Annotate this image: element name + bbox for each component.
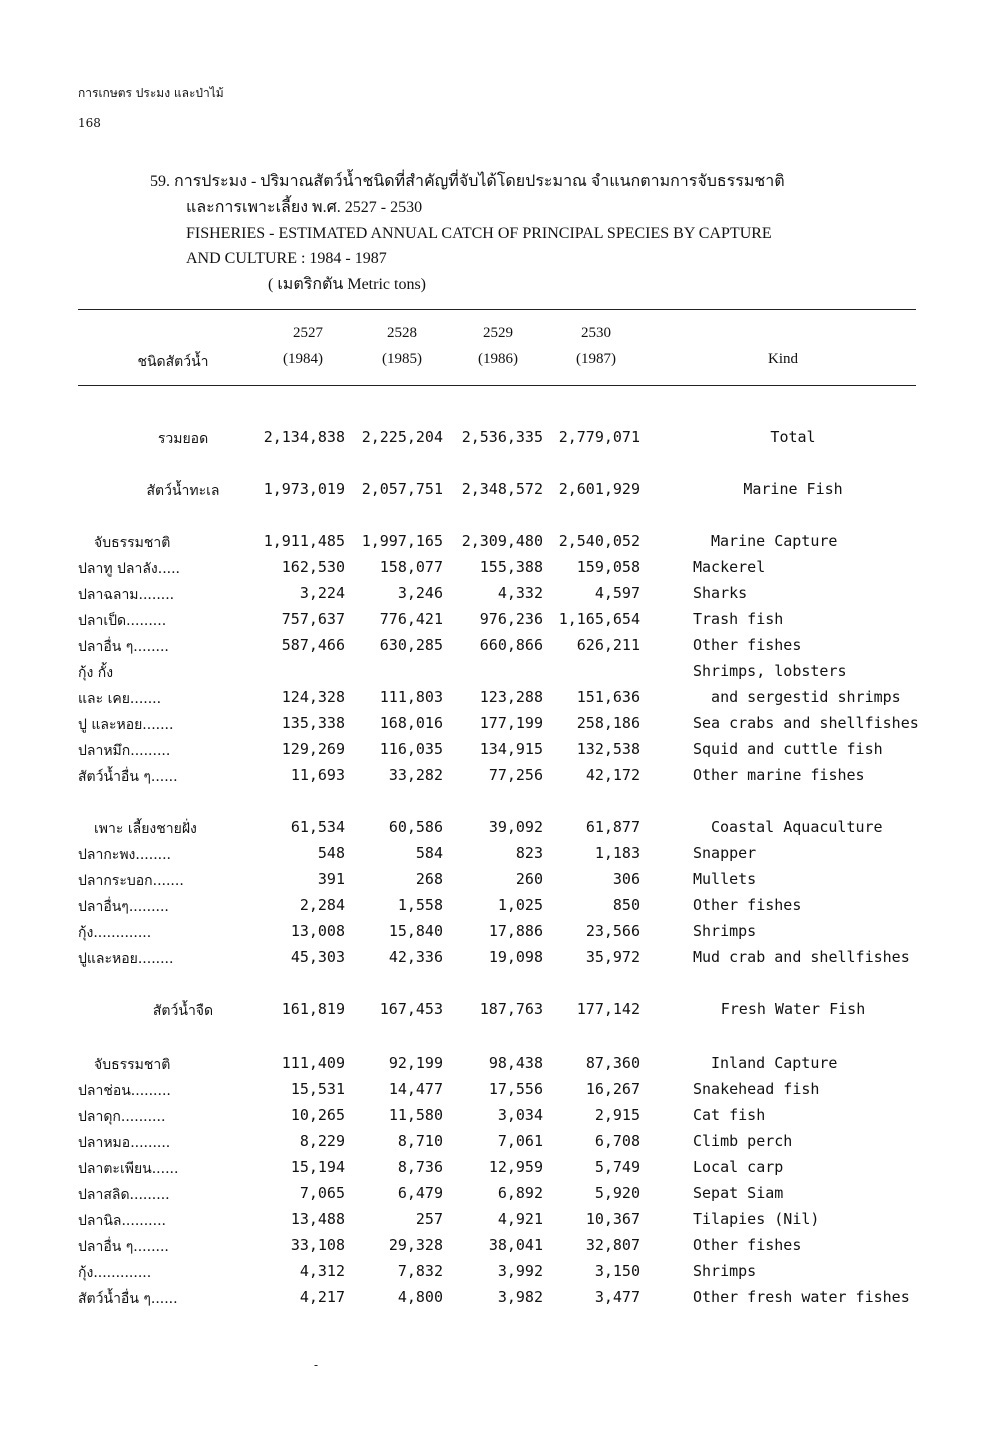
row-kind-en: Shrimps bbox=[693, 1262, 757, 1280]
row-kind-th: ปลาอื่น ๆ........ bbox=[78, 1239, 169, 1255]
row-kind-th: จับธรรมชาติ bbox=[94, 535, 171, 551]
row-value-3: 2,348,572 bbox=[461, 480, 543, 498]
row-value-4: 10,367 bbox=[585, 1210, 640, 1228]
table-row bbox=[0, 896, 990, 922]
row-kind-en: Sharks bbox=[693, 584, 748, 602]
row-kind-en: Sepat Siam bbox=[693, 1184, 784, 1202]
footer-mark: - bbox=[314, 1358, 319, 1372]
table-row bbox=[0, 480, 990, 506]
row-value-3: 134,915 bbox=[479, 740, 543, 758]
row-kind-th: รวมยอด bbox=[157, 431, 209, 447]
table-top-rule bbox=[78, 309, 916, 310]
row-value-2: 14,477 bbox=[388, 1080, 443, 1098]
row-value-1: 13,488 bbox=[290, 1210, 345, 1228]
table-unit: ( เมตริกตัน Metric tons) bbox=[268, 276, 426, 293]
table-header-rule bbox=[78, 385, 916, 386]
table-row bbox=[0, 428, 990, 454]
table-row bbox=[0, 844, 990, 870]
row-kind-th: ปลาอื่นๆ......... bbox=[78, 899, 169, 915]
table-row bbox=[0, 584, 990, 610]
row-value-3: 660,866 bbox=[479, 636, 543, 654]
row-value-2: 60,586 bbox=[388, 818, 443, 836]
row-value-1: 10,265 bbox=[290, 1106, 345, 1124]
row-value-4: 35,972 bbox=[585, 948, 640, 966]
row-value-1: 11,693 bbox=[290, 766, 345, 784]
row-kind-th: ปลากระบอก....... bbox=[78, 873, 184, 889]
row-value-1: 1,973,019 bbox=[263, 480, 345, 498]
row-kind-th: กุ้ง กั้ง bbox=[78, 665, 114, 681]
row-value-4: 3,477 bbox=[594, 1288, 640, 1306]
col-year-be-1: 2527 bbox=[293, 325, 323, 341]
row-value-4: 132,538 bbox=[576, 740, 640, 758]
row-value-3: 1,025 bbox=[497, 896, 543, 914]
row-kind-en: Climb perch bbox=[693, 1132, 793, 1150]
running-head: การเกษตร ประมง และป่าไม้ bbox=[78, 86, 224, 100]
row-kind-en: Shrimps, lobsters bbox=[693, 662, 847, 680]
table-title-en-line2: AND CULTURE : 1984 - 1987 bbox=[186, 250, 387, 267]
row-value-2: 776,421 bbox=[379, 610, 443, 628]
row-kind-en: Mackerel bbox=[693, 558, 766, 576]
row-value-2: 111,803 bbox=[379, 688, 443, 706]
col-kind-en: Kind bbox=[768, 351, 798, 367]
row-value-4: 1,183 bbox=[594, 844, 640, 862]
row-value-2: 2,225,204 bbox=[361, 428, 443, 446]
table-row bbox=[0, 688, 990, 714]
row-kind-en: Mullets bbox=[693, 870, 757, 888]
row-kind-th: สัตว์น้ำจืด bbox=[152, 1003, 214, 1019]
row-value-1: 4,217 bbox=[299, 1288, 345, 1306]
row-value-2: 1,558 bbox=[397, 896, 443, 914]
table-row bbox=[0, 610, 990, 636]
row-value-4: 3,150 bbox=[594, 1262, 640, 1280]
row-kind-th: สัตว์น้ำอื่น ๆ...... bbox=[78, 769, 178, 785]
row-value-2: 257 bbox=[415, 1210, 443, 1228]
row-kind-en: Other fishes bbox=[693, 636, 802, 654]
row-value-1: 4,312 bbox=[299, 1262, 345, 1280]
row-kind-en: Trash fish bbox=[693, 610, 784, 628]
table-row bbox=[0, 1262, 990, 1288]
row-value-4: 2,540,052 bbox=[558, 532, 640, 550]
table-row bbox=[0, 766, 990, 792]
row-value-3: 7,061 bbox=[497, 1132, 543, 1150]
row-value-4: 258,186 bbox=[576, 714, 640, 732]
row-value-1: 129,269 bbox=[281, 740, 345, 758]
row-kind-th: กุ้ง............. bbox=[78, 925, 152, 941]
row-value-4: 87,360 bbox=[585, 1054, 640, 1072]
row-kind-th: กุ้ง............. bbox=[78, 1265, 152, 1281]
row-value-4: 2,779,071 bbox=[558, 428, 640, 446]
col-year-be-2: 2528 bbox=[387, 325, 417, 341]
row-kind-en: Inland Capture bbox=[711, 1054, 838, 1072]
row-kind-th: ปลาทู ปลาลัง..... bbox=[78, 561, 180, 577]
row-value-3: 12,959 bbox=[488, 1158, 543, 1176]
row-value-4: 32,807 bbox=[585, 1236, 640, 1254]
row-value-2: 42,336 bbox=[388, 948, 443, 966]
row-kind-en: Coastal Aquaculture bbox=[711, 818, 883, 836]
row-value-3: 17,556 bbox=[488, 1080, 543, 1098]
row-value-1: 13,008 bbox=[290, 922, 345, 940]
row-value-3: 976,236 bbox=[479, 610, 543, 628]
row-value-3: 4,332 bbox=[497, 584, 543, 602]
row-value-3: 187,763 bbox=[479, 1000, 543, 1018]
table-row bbox=[0, 1106, 990, 1132]
row-value-1: 1,911,485 bbox=[263, 532, 345, 550]
row-value-3: 177,199 bbox=[479, 714, 543, 732]
row-value-2: 11,580 bbox=[388, 1106, 443, 1124]
row-value-4: 2,601,929 bbox=[558, 480, 640, 498]
row-value-2: 33,282 bbox=[388, 766, 443, 784]
row-value-1: 548 bbox=[317, 844, 345, 862]
table-row bbox=[0, 922, 990, 948]
row-value-4: 16,267 bbox=[585, 1080, 640, 1098]
row-value-1: 2,134,838 bbox=[263, 428, 345, 446]
table-row bbox=[0, 818, 990, 844]
row-value-2: 8,736 bbox=[397, 1158, 443, 1176]
row-kind-en: Tilapies (Nil) bbox=[693, 1210, 820, 1228]
row-value-2: 116,035 bbox=[379, 740, 443, 758]
row-kind-th: ปลากะพง........ bbox=[78, 847, 171, 863]
row-value-3: 3,982 bbox=[497, 1288, 543, 1306]
table-title-th-line2: และการเพาะเลี้ยง พ.ศ. 2527 - 2530 bbox=[186, 199, 423, 216]
table-row bbox=[0, 870, 990, 896]
row-kind-en: Other marine fishes bbox=[693, 766, 865, 784]
row-kind-th: สัตว์น้ำอื่น ๆ...... bbox=[78, 1291, 178, 1307]
table-row bbox=[0, 714, 990, 740]
row-kind-en: Marine Fish bbox=[743, 480, 843, 498]
row-value-4: 159,058 bbox=[576, 558, 640, 576]
row-value-3: 155,388 bbox=[479, 558, 543, 576]
row-kind-en: Sea crabs and shellfishes bbox=[693, 714, 919, 732]
table-row bbox=[0, 1288, 990, 1314]
row-value-4: 850 bbox=[612, 896, 640, 914]
row-value-3: 6,892 bbox=[497, 1184, 543, 1202]
row-value-1: 161,819 bbox=[281, 1000, 345, 1018]
table-row bbox=[0, 1184, 990, 1210]
row-value-4: 177,142 bbox=[576, 1000, 640, 1018]
row-kind-en: Shrimps bbox=[693, 922, 757, 940]
row-value-1: 33,108 bbox=[290, 1236, 345, 1254]
table-row bbox=[0, 1054, 990, 1080]
row-value-2: 584 bbox=[415, 844, 443, 862]
table-title-en-line1: FISHERIES - ESTIMATED ANNUAL CATCH OF PRINCIPAL SPECIES BY CAPTURE bbox=[186, 225, 772, 242]
col-year-ce-1: (1984) bbox=[283, 351, 323, 367]
row-value-4: 306 bbox=[612, 870, 640, 888]
row-value-2: 268 bbox=[415, 870, 443, 888]
row-value-3: 17,886 bbox=[488, 922, 543, 940]
row-value-2: 2,057,751 bbox=[361, 480, 443, 498]
row-value-4: 23,566 bbox=[585, 922, 640, 940]
row-value-3: 3,992 bbox=[497, 1262, 543, 1280]
row-kind-en: Local carp bbox=[693, 1158, 784, 1176]
col-year-ce-2: (1985) bbox=[382, 351, 422, 367]
row-kind-en: Cat fish bbox=[693, 1106, 766, 1124]
row-value-4: 626,211 bbox=[576, 636, 640, 654]
table-row bbox=[0, 1080, 990, 1106]
row-value-2: 167,453 bbox=[379, 1000, 443, 1018]
table-title-th-line1: 59. การประมง - ปริมาณสัตว์น้ำชนิดที่สำคัญที่จับได้โดยประมาณ จำแนกตามการจับธรรมชาติ bbox=[150, 173, 785, 190]
row-value-3: 3,034 bbox=[497, 1106, 543, 1124]
row-value-1: 2,284 bbox=[299, 896, 345, 914]
row-value-3: 4,921 bbox=[497, 1210, 543, 1228]
row-value-1: 15,194 bbox=[290, 1158, 345, 1176]
row-value-3: 123,288 bbox=[479, 688, 543, 706]
row-value-3: 77,256 bbox=[488, 766, 543, 784]
row-value-4: 5,749 bbox=[594, 1158, 640, 1176]
table-row bbox=[0, 740, 990, 766]
row-value-4: 4,597 bbox=[594, 584, 640, 602]
row-value-2: 92,199 bbox=[388, 1054, 443, 1072]
table-row bbox=[0, 1158, 990, 1184]
row-kind-en: Other fishes bbox=[693, 1236, 802, 1254]
row-value-1: 124,328 bbox=[281, 688, 345, 706]
row-value-1: 61,534 bbox=[290, 818, 345, 836]
row-value-2: 630,285 bbox=[379, 636, 443, 654]
row-kind-en: Snapper bbox=[693, 844, 757, 862]
row-value-1: 135,338 bbox=[281, 714, 345, 732]
page-number: 168 bbox=[78, 116, 101, 130]
row-kind-th: ปลานิล.......... bbox=[78, 1213, 166, 1229]
row-value-2: 15,840 bbox=[388, 922, 443, 940]
row-value-2: 158,077 bbox=[379, 558, 443, 576]
row-kind-th: จับธรรมชาติ bbox=[94, 1057, 171, 1073]
row-value-1: 45,303 bbox=[290, 948, 345, 966]
col-year-be-3: 2529 bbox=[483, 325, 513, 341]
row-kind-th: และ เคย....... bbox=[78, 691, 162, 707]
row-value-1: 8,229 bbox=[299, 1132, 345, 1150]
row-value-2: 168,016 bbox=[379, 714, 443, 732]
row-value-2: 7,832 bbox=[397, 1262, 443, 1280]
row-value-4: 42,172 bbox=[585, 766, 640, 784]
row-kind-th: ปลาเป็ด......... bbox=[78, 613, 167, 629]
row-value-3: 98,438 bbox=[488, 1054, 543, 1072]
row-value-3: 2,309,480 bbox=[461, 532, 543, 550]
row-kind-en: Fresh Water Fish bbox=[720, 1000, 866, 1018]
row-value-3: 38,041 bbox=[488, 1236, 543, 1254]
table-row bbox=[0, 558, 990, 584]
row-kind-th: ปูและหอย........ bbox=[78, 951, 174, 967]
row-value-4: 151,636 bbox=[576, 688, 640, 706]
row-value-4: 61,877 bbox=[585, 818, 640, 836]
row-kind-th: ปลาหมึก......... bbox=[78, 743, 171, 759]
table-row bbox=[0, 1000, 990, 1026]
row-kind-th: ปลาหมอ......... bbox=[78, 1135, 171, 1151]
row-kind-en: Mud crab and shellfishes bbox=[693, 948, 910, 966]
row-value-2: 6,479 bbox=[397, 1184, 443, 1202]
row-value-4: 1,165,654 bbox=[558, 610, 640, 628]
row-kind-th: ปลาฉลาม........ bbox=[78, 587, 175, 603]
table-row bbox=[0, 532, 990, 558]
row-kind-en: Snakehead fish bbox=[693, 1080, 820, 1098]
table-row bbox=[0, 1210, 990, 1236]
row-kind-en: Marine Capture bbox=[711, 532, 838, 550]
row-value-1: 3,224 bbox=[299, 584, 345, 602]
table-row bbox=[0, 948, 990, 974]
row-kind-en: Other fresh water fishes bbox=[693, 1288, 910, 1306]
row-kind-en: Other fishes bbox=[693, 896, 802, 914]
row-kind-th: ปลาดุก.......... bbox=[78, 1109, 166, 1125]
row-kind-th: สัตว์น้ำทะเล bbox=[146, 483, 220, 499]
col-year-ce-3: (1986) bbox=[478, 351, 518, 367]
row-kind-en: Total bbox=[770, 428, 816, 446]
col-kind-th: ชนิดสัตว์น้ำ bbox=[137, 354, 209, 370]
row-kind-th: ปลาอื่น ๆ........ bbox=[78, 639, 169, 655]
row-value-4: 5,920 bbox=[594, 1184, 640, 1202]
row-value-3: 39,092 bbox=[488, 818, 543, 836]
row-value-1: 757,637 bbox=[281, 610, 345, 628]
row-value-3: 823 bbox=[515, 844, 543, 862]
table-row bbox=[0, 1236, 990, 1262]
row-value-4: 2,915 bbox=[594, 1106, 640, 1124]
row-kind-en: Squid and cuttle fish bbox=[693, 740, 883, 758]
row-kind-en: and sergestid shrimps bbox=[693, 688, 901, 706]
row-kind-th: ปลาสลิด......... bbox=[78, 1187, 170, 1203]
row-value-2: 8,710 bbox=[397, 1132, 443, 1150]
row-value-2: 29,328 bbox=[388, 1236, 443, 1254]
row-kind-th: เพาะ เลี้ยงชายฝั่ง bbox=[94, 821, 197, 837]
row-value-2: 3,246 bbox=[397, 584, 443, 602]
row-value-1: 162,530 bbox=[281, 558, 345, 576]
table-row bbox=[0, 1132, 990, 1158]
row-kind-th: ปู และหอย....... bbox=[78, 717, 174, 733]
row-value-3: 260 bbox=[515, 870, 543, 888]
col-year-be-4: 2530 bbox=[581, 325, 611, 341]
row-kind-th: ปลาช่อน......... bbox=[78, 1083, 171, 1099]
row-value-2: 1,997,165 bbox=[361, 532, 443, 550]
row-value-4: 6,708 bbox=[594, 1132, 640, 1150]
row-kind-th: ปลาตะเพียน...... bbox=[78, 1161, 179, 1177]
table-row bbox=[0, 636, 990, 662]
row-value-1: 15,531 bbox=[290, 1080, 345, 1098]
row-value-1: 587,466 bbox=[281, 636, 345, 654]
table-row bbox=[0, 662, 990, 688]
row-value-1: 391 bbox=[317, 870, 345, 888]
row-value-1: 111,409 bbox=[281, 1054, 345, 1072]
row-value-3: 19,098 bbox=[488, 948, 543, 966]
col-year-ce-4: (1987) bbox=[576, 351, 616, 367]
row-value-3: 2,536,335 bbox=[461, 428, 543, 446]
row-value-1: 7,065 bbox=[299, 1184, 345, 1202]
row-value-2: 4,800 bbox=[397, 1288, 443, 1306]
